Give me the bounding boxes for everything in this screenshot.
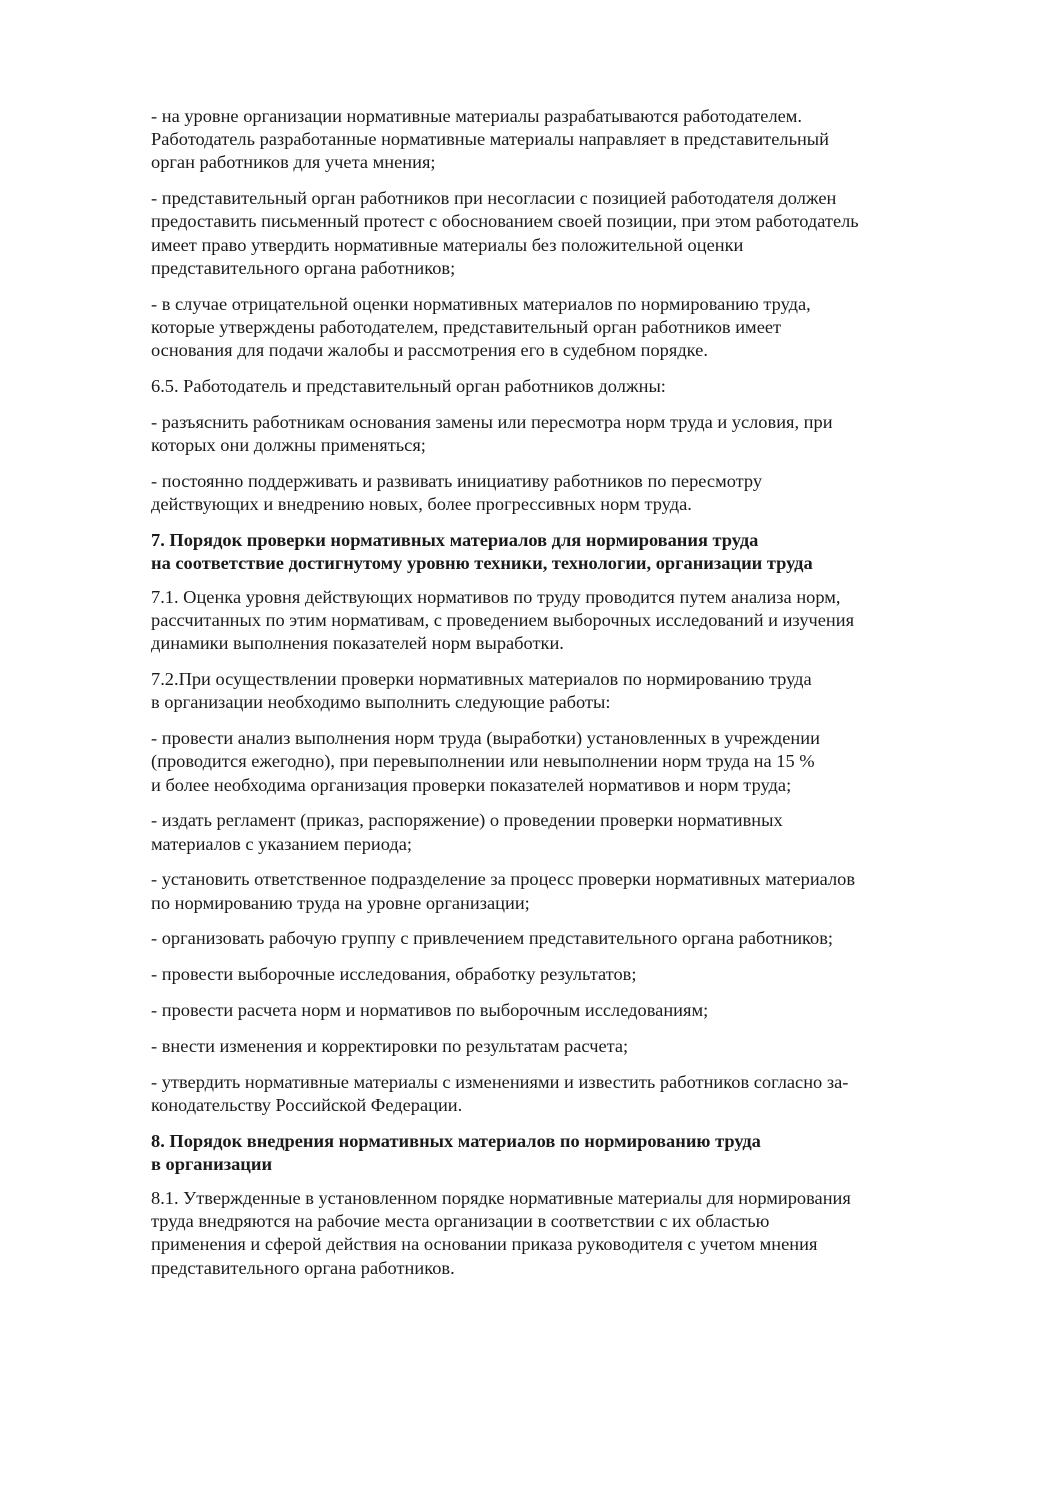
paragraph (151, 411, 981, 457)
document-body (151, 105, 981, 1292)
paragraph-line: представительного органа работников; (151, 257, 456, 278)
paragraph (151, 1071, 981, 1117)
paragraph (151, 927, 981, 950)
paragraph-line: рассчитанных по этим нормативам, с проведением выборочных исследований и изучения (151, 610, 855, 631)
paragraph-line: 8.1. Утвержденные в установленном порядке нормативные материалы для нормирования (151, 1188, 851, 1209)
paragraph-line: Работодатель разработанные нормативные материалы направляет в представительный (151, 129, 829, 150)
paragraph-line: - внести изменения и корректировки по результатам расчета; (151, 1035, 629, 1056)
paragraph-line: действующих и внедрению новых, более прогрессивных норм труда. (151, 493, 692, 514)
paragraph (151, 586, 981, 656)
section-heading (151, 1130, 981, 1176)
paragraph-line: - провести расчета норм и нормативов по выборочным исследованиям; (151, 1000, 709, 1021)
paragraph-line: труда внедряются на рабочие места организации в соответствии с их областью (151, 1211, 770, 1232)
heading-line: на соответствие достигнутому уровню техники, технологии, организации труда (151, 552, 813, 573)
paragraph (151, 187, 981, 280)
heading-line: 7. Порядок проверки нормативных материалов для нормирования труда (151, 529, 759, 550)
heading-line: 8. Порядок внедрения нормативных материалов по нормированию труда (151, 1130, 761, 1151)
paragraph-line: - провести выборочные исследования, обработку результатов; (151, 964, 637, 985)
paragraph (151, 868, 981, 914)
paragraph-line: представительного органа работников. (151, 1257, 455, 1278)
paragraph-line: и более необходима организация проверки показателей нормативов и норм труда; (151, 774, 792, 795)
paragraph-line: - постоянно поддерживать и развивать инициативу работников по пересмотру (151, 470, 763, 491)
paragraph (151, 727, 981, 797)
paragraph (151, 375, 981, 398)
paragraph-line: - представительный орган работников при несогласии с позицией работодателя должен (151, 188, 837, 209)
paragraph-line: - установить ответственное подразделение за процесс проверки нормативных материалов (151, 869, 856, 890)
paragraph-line: - в случае отрицательной оценки нормативных материалов по нормированию труда, (151, 293, 811, 314)
paragraph-line: материалов с указанием периода; (151, 833, 413, 854)
paragraph-line: (проводится ежегодно), при перевыполнении или невыполнении норм труда на 15 % (151, 751, 815, 772)
paragraph (151, 105, 981, 175)
paragraph-line: применения и сферой действия на основании приказа руководителя с учетом мнения (151, 1234, 818, 1255)
paragraph-line: предоставить письменный протест с обоснованием своей позиции, при этом работодатель (151, 211, 859, 232)
paragraph-line: в организации необходимо выполнить следующие работы: (151, 692, 611, 713)
paragraph-line: 6.5. Работодатель и представительный орган работников должны: (151, 375, 666, 396)
paragraph-line: основания для подачи жалобы и рассмотрения его в судебном порядке. (151, 340, 708, 361)
paragraph (151, 668, 981, 714)
paragraph-line: которые утверждены работодателем, представительный орган работников имеет (151, 316, 782, 337)
paragraph (151, 1035, 981, 1058)
paragraph-line: которых они должны применяться; (151, 434, 426, 455)
paragraph (151, 999, 981, 1022)
paragraph-line: - на уровне организации нормативные материалы разрабатываются работодателем. (151, 106, 803, 126)
paragraph-line: - провести анализ выполнения норм труда (выработки) установленных в учреждении (151, 728, 820, 749)
paragraph-line: - издать регламент (приказ, распоряжение) о проведении проверки нормативных (151, 810, 783, 831)
paragraph-line: орган работников для учета мнения; (151, 152, 436, 173)
paragraph-line: конодательству Российской Федерации. (151, 1094, 463, 1115)
paragraph-line: - организовать рабочую группу с привлечением представительного органа работников; (151, 928, 834, 949)
paragraph (151, 470, 981, 516)
heading-line: в организации (151, 1153, 273, 1174)
section-heading (151, 529, 981, 575)
paragraph-line: имеет право утвердить нормативные материалы без положительной оценки (151, 234, 744, 255)
paragraph-line: 7.2.При осуществлении проверки нормативных материалов по нормированию труда (151, 669, 812, 690)
paragraph (151, 963, 981, 986)
paragraph-line: - разъяснить работникам основания замены или пересмотра норм труда и условия, при (151, 411, 833, 432)
paragraph (151, 293, 981, 363)
paragraph-line: 7.1. Оценка уровня действующих нормативов по труду проводится путем анализа норм, (151, 587, 841, 608)
paragraph (151, 1187, 981, 1280)
paragraph-line: - утвердить нормативные материалы с изменениями и известить работников согласно за- (151, 1071, 849, 1092)
paragraph-line: динамики выполнения показателей норм выработки. (151, 633, 564, 654)
paragraph (151, 809, 981, 855)
paragraph-line: по нормированию труда на уровне организации; (151, 892, 530, 913)
